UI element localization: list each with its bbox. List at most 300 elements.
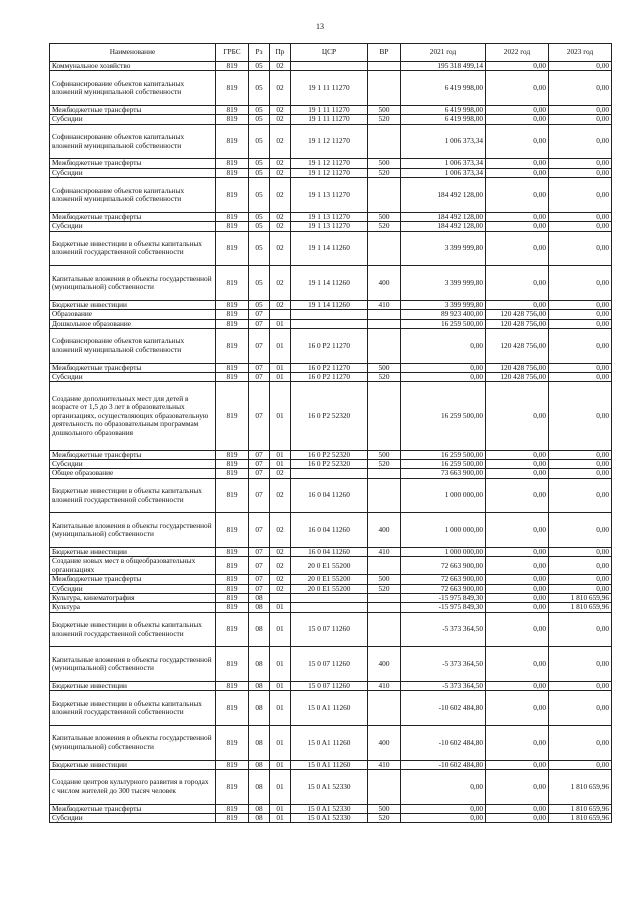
cell-csr: 19 1 12 11270 xyxy=(291,168,368,177)
cell-grbs: 819 xyxy=(216,450,249,459)
cell-2021: 6 419 998,00 xyxy=(401,106,486,115)
cell-grbs: 819 xyxy=(216,310,249,319)
cell-2021: -5 373 364,50 xyxy=(401,682,486,691)
cell-2022: 120 428 756,00 xyxy=(486,373,549,382)
cell-2022: 0,00 xyxy=(486,603,549,612)
cell-2021: 1 006 373,34 xyxy=(401,168,486,177)
cell-name: Межбюджетные трансферты xyxy=(50,575,216,584)
cell-2023: 0,00 xyxy=(549,478,612,513)
cell-vr: 520 xyxy=(368,373,401,382)
table-row xyxy=(50,319,612,328)
cell-pr: 02 xyxy=(270,575,291,584)
cell-pr: 01 xyxy=(270,804,291,813)
cell-2021: 184 492 128,00 xyxy=(401,212,486,221)
cell-rz: 08 xyxy=(249,814,270,823)
cell-grbs: 819 xyxy=(216,212,249,221)
cell-csr: 15 0 A1 52330 xyxy=(291,804,368,813)
cell-2023: 0,00 xyxy=(549,319,612,328)
cell-vr xyxy=(368,478,401,513)
cell-grbs: 819 xyxy=(216,106,249,115)
cell-2021: 0,00 xyxy=(401,804,486,813)
cell-rz: 05 xyxy=(249,62,270,71)
cell-2022: 0,00 xyxy=(486,178,549,213)
cell-csr: 15 0 07 11260 xyxy=(291,682,368,691)
cell-vr xyxy=(368,124,401,159)
cell-vr: 520 xyxy=(368,115,401,124)
cell-2023: 0,00 xyxy=(549,168,612,177)
cell-2023: 0,00 xyxy=(549,647,612,682)
cell-vr: 410 xyxy=(368,548,401,557)
cell-grbs: 819 xyxy=(216,682,249,691)
cell-2023: 0,00 xyxy=(549,222,612,231)
cell-rz: 07 xyxy=(249,450,270,459)
table-row xyxy=(50,124,612,159)
cell-2021: 1 000 000,00 xyxy=(401,513,486,548)
cell-2021: -5 373 364,50 xyxy=(401,647,486,682)
cell-2022: 0,00 xyxy=(486,760,549,769)
cell-rz: 05 xyxy=(249,71,270,106)
cell-pr: 01 xyxy=(270,691,291,726)
cell-2022: 0,00 xyxy=(486,222,549,231)
cell-2022: 0,00 xyxy=(486,71,549,106)
cell-csr: 20 0 E1 55200 xyxy=(291,557,368,575)
cell-rz: 07 xyxy=(249,319,270,328)
header-2022: 2022 год xyxy=(486,44,549,62)
cell-name: Межбюджетные трансферты xyxy=(50,363,216,372)
cell-2022: 0,00 xyxy=(486,266,549,301)
table-row xyxy=(50,760,612,769)
cell-pr: 02 xyxy=(270,62,291,71)
cell-grbs: 819 xyxy=(216,460,249,469)
cell-2023: 0,00 xyxy=(549,760,612,769)
cell-2023: 0,00 xyxy=(549,231,612,266)
cell-2022: 120 428 756,00 xyxy=(486,319,549,328)
budget-table xyxy=(49,43,612,823)
cell-rz: 05 xyxy=(249,266,270,301)
cell-grbs: 819 xyxy=(216,557,249,575)
cell-2023: 0,00 xyxy=(549,450,612,459)
cell-grbs: 819 xyxy=(216,478,249,513)
cell-rz: 08 xyxy=(249,612,270,647)
table-row xyxy=(50,804,612,813)
cell-2022: 0,00 xyxy=(486,594,549,603)
cell-rz: 07 xyxy=(249,478,270,513)
cell-2022: 0,00 xyxy=(486,382,549,450)
cell-2022: 0,00 xyxy=(486,814,549,823)
cell-name: Бюджетные инвестиции в объекты капитальных вложений государственной собственности xyxy=(50,691,216,726)
cell-pr: 02 xyxy=(270,115,291,124)
cell-csr: 16 0 P2 52320 xyxy=(291,450,368,459)
cell-grbs: 819 xyxy=(216,726,249,761)
cell-2022: 0,00 xyxy=(486,106,549,115)
cell-pr: 01 xyxy=(270,319,291,328)
cell-name: Субсидии xyxy=(50,814,216,823)
cell-vr: 400 xyxy=(368,513,401,548)
cell-2023: 0,00 xyxy=(549,212,612,221)
cell-2022: 120 428 756,00 xyxy=(486,363,549,372)
table-row xyxy=(50,603,612,612)
cell-pr: 02 xyxy=(270,584,291,593)
cell-pr: 01 xyxy=(270,603,291,612)
table-row xyxy=(50,62,612,71)
cell-pr: 02 xyxy=(270,513,291,548)
cell-csr: 19 1 11 11270 xyxy=(291,115,368,124)
table-row xyxy=(50,178,612,213)
cell-name: Бюджетные инвестиции xyxy=(50,760,216,769)
cell-vr xyxy=(368,469,401,478)
cell-2021: 3 399 999,80 xyxy=(401,266,486,301)
cell-grbs: 819 xyxy=(216,575,249,584)
cell-rz: 08 xyxy=(249,682,270,691)
cell-name: Культура, кинематография xyxy=(50,594,216,603)
table-row xyxy=(50,363,612,372)
cell-csr: 19 1 14 11260 xyxy=(291,266,368,301)
cell-2023: 0,00 xyxy=(549,106,612,115)
cell-csr: 19 1 13 11270 xyxy=(291,212,368,221)
cell-2021: 1 006 373,34 xyxy=(401,159,486,168)
cell-pr: 01 xyxy=(270,647,291,682)
table-row xyxy=(50,612,612,647)
cell-csr: 15 0 A1 52330 xyxy=(291,770,368,805)
cell-rz: 05 xyxy=(249,124,270,159)
header-2021: 2021 год xyxy=(401,44,486,62)
cell-csr xyxy=(291,62,368,71)
cell-2021: -10 602 484,80 xyxy=(401,760,486,769)
cell-2023: 1 810 659,96 xyxy=(549,814,612,823)
cell-name: Межбюджетные трансферты xyxy=(50,212,216,221)
cell-csr: 15 0 07 11260 xyxy=(291,647,368,682)
cell-grbs: 819 xyxy=(216,647,249,682)
cell-2023: 0,00 xyxy=(549,373,612,382)
table-row xyxy=(50,300,612,309)
cell-name: Коммунальное хозяйство xyxy=(50,62,216,71)
cell-vr: 520 xyxy=(368,168,401,177)
cell-name: Софинансирование объектов капитальных вложений муниципальной собственности xyxy=(50,124,216,159)
cell-2023: 0,00 xyxy=(549,300,612,309)
header-vr: ВР xyxy=(368,44,401,62)
cell-grbs: 819 xyxy=(216,115,249,124)
cell-vr xyxy=(368,178,401,213)
cell-vr: 520 xyxy=(368,814,401,823)
cell-pr: 02 xyxy=(270,548,291,557)
cell-pr: 01 xyxy=(270,760,291,769)
cell-2023: 0,00 xyxy=(549,115,612,124)
cell-2022: 0,00 xyxy=(486,159,549,168)
cell-2021: 0,00 xyxy=(401,373,486,382)
cell-grbs: 819 xyxy=(216,178,249,213)
cell-2022: 0,00 xyxy=(486,300,549,309)
cell-csr: 19 1 11 11270 xyxy=(291,71,368,106)
cell-rz: 08 xyxy=(249,770,270,805)
cell-2022: 0,00 xyxy=(486,62,549,71)
cell-vr xyxy=(368,231,401,266)
cell-2023: 0,00 xyxy=(549,575,612,584)
cell-vr: 500 xyxy=(368,159,401,168)
cell-2023: 0,00 xyxy=(549,584,612,593)
table-row xyxy=(50,478,612,513)
cell-csr: 16 0 P2 52320 xyxy=(291,382,368,450)
cell-name: Субсидии xyxy=(50,373,216,382)
cell-name: Софинансирование объектов капитальных вложений муниципальной собственности xyxy=(50,178,216,213)
cell-2021: 16 259 500,00 xyxy=(401,319,486,328)
cell-rz: 05 xyxy=(249,222,270,231)
cell-vr: 520 xyxy=(368,222,401,231)
cell-csr: 16 0 P2 52320 xyxy=(291,460,368,469)
cell-name: Создание дополнительных мест для детей в возрасте от 1,5 до 3 лет в образовательных организациях, осуществляющих образовательную деятельность по образовательным программам дошкольного образования xyxy=(50,382,216,450)
cell-2023: 0,00 xyxy=(549,382,612,450)
table-row xyxy=(50,168,612,177)
cell-pr: 01 xyxy=(270,460,291,469)
cell-pr: 01 xyxy=(270,329,291,364)
cell-2023: 0,00 xyxy=(549,310,612,319)
cell-rz: 08 xyxy=(249,647,270,682)
table-row xyxy=(50,231,612,266)
cell-pr: 01 xyxy=(270,382,291,450)
header-csr: ЦСР xyxy=(291,44,368,62)
cell-2022: 0,00 xyxy=(486,584,549,593)
cell-2022: 0,00 xyxy=(486,647,549,682)
cell-vr: 500 xyxy=(368,106,401,115)
table-row xyxy=(50,159,612,168)
cell-grbs: 819 xyxy=(216,363,249,372)
cell-rz: 07 xyxy=(249,513,270,548)
cell-rz: 05 xyxy=(249,178,270,213)
cell-2023: 0,00 xyxy=(549,124,612,159)
cell-vr xyxy=(368,310,401,319)
cell-csr: 15 0 A1 11260 xyxy=(291,726,368,761)
cell-2021: 72 663 900,00 xyxy=(401,575,486,584)
cell-vr: 400 xyxy=(368,647,401,682)
cell-name: Бюджетные инвестиции xyxy=(50,682,216,691)
cell-2021: 1 006 373,34 xyxy=(401,124,486,159)
cell-csr xyxy=(291,319,368,328)
cell-2023: 1 810 659,96 xyxy=(549,603,612,612)
cell-2021: 6 419 998,00 xyxy=(401,71,486,106)
cell-2023: 0,00 xyxy=(549,62,612,71)
cell-2023: 1 810 659,96 xyxy=(549,770,612,805)
cell-rz: 07 xyxy=(249,460,270,469)
cell-csr: 20 0 E1 55200 xyxy=(291,575,368,584)
cell-pr: 02 xyxy=(270,159,291,168)
cell-csr: 16 0 P2 11270 xyxy=(291,329,368,364)
cell-rz: 05 xyxy=(249,300,270,309)
cell-2023: 0,00 xyxy=(549,266,612,301)
cell-rz: 07 xyxy=(249,548,270,557)
cell-2022: 0,00 xyxy=(486,682,549,691)
cell-2022: 0,00 xyxy=(486,478,549,513)
cell-2021: 89 923 400,00 xyxy=(401,310,486,319)
cell-rz: 07 xyxy=(249,557,270,575)
cell-name: Культура xyxy=(50,603,216,612)
cell-2021: -5 373 364,50 xyxy=(401,612,486,647)
cell-rz: 08 xyxy=(249,760,270,769)
cell-2022: 0,00 xyxy=(486,770,549,805)
cell-grbs: 819 xyxy=(216,603,249,612)
table-row xyxy=(50,115,612,124)
cell-vr: 500 xyxy=(368,212,401,221)
table-row xyxy=(50,513,612,548)
cell-2022: 0,00 xyxy=(486,460,549,469)
cell-pr: 02 xyxy=(270,168,291,177)
cell-2023: 0,00 xyxy=(549,557,612,575)
table-row xyxy=(50,460,612,469)
cell-pr: 02 xyxy=(270,266,291,301)
cell-name: Межбюджетные трансферты xyxy=(50,804,216,813)
cell-2022: 0,00 xyxy=(486,612,549,647)
cell-csr: 15 0 A1 11260 xyxy=(291,691,368,726)
cell-2023: 0,00 xyxy=(549,691,612,726)
table-row xyxy=(50,310,612,319)
table-row xyxy=(50,682,612,691)
cell-grbs: 819 xyxy=(216,300,249,309)
cell-pr: 01 xyxy=(270,682,291,691)
cell-grbs: 819 xyxy=(216,319,249,328)
cell-2021: 184 492 128,00 xyxy=(401,222,486,231)
cell-grbs: 819 xyxy=(216,760,249,769)
cell-vr: 410 xyxy=(368,760,401,769)
cell-rz: 05 xyxy=(249,212,270,221)
cell-rz: 05 xyxy=(249,231,270,266)
cell-2021: 73 663 900,00 xyxy=(401,469,486,478)
cell-grbs: 819 xyxy=(216,222,249,231)
cell-pr: 01 xyxy=(270,814,291,823)
cell-name: Софинансирование объектов капитальных вложений муниципальной собственности xyxy=(50,329,216,364)
cell-vr: 520 xyxy=(368,460,401,469)
cell-grbs: 819 xyxy=(216,513,249,548)
table-row xyxy=(50,266,612,301)
cell-2022: 0,00 xyxy=(486,513,549,548)
cell-grbs: 819 xyxy=(216,159,249,168)
table-row xyxy=(50,770,612,805)
cell-2022: 0,00 xyxy=(486,168,549,177)
cell-2021: 0,00 xyxy=(401,770,486,805)
cell-name: Бюджетные инвестиции в объекты капитальных вложений государственной собственности xyxy=(50,231,216,266)
table-row xyxy=(50,594,612,603)
cell-2021: 16 259 500,00 xyxy=(401,450,486,459)
cell-2023: 0,00 xyxy=(549,548,612,557)
cell-2023: 0,00 xyxy=(549,71,612,106)
table-row xyxy=(50,329,612,364)
cell-rz: 05 xyxy=(249,168,270,177)
header-pr: Пр xyxy=(270,44,291,62)
cell-2021: 0,00 xyxy=(401,363,486,372)
cell-pr: 02 xyxy=(270,231,291,266)
cell-rz: 08 xyxy=(249,603,270,612)
cell-2022: 0,00 xyxy=(486,557,549,575)
cell-name: Бюджетные инвестиции в объекты капитальных вложений государственной собственности xyxy=(50,612,216,647)
cell-vr: 400 xyxy=(368,726,401,761)
cell-vr xyxy=(368,612,401,647)
cell-grbs: 819 xyxy=(216,814,249,823)
cell-pr: 02 xyxy=(270,124,291,159)
cell-csr: 16 0 04 11260 xyxy=(291,513,368,548)
cell-pr: 01 xyxy=(270,770,291,805)
table-header-row xyxy=(50,44,612,62)
cell-pr: 01 xyxy=(270,373,291,382)
cell-2021: 0,00 xyxy=(401,814,486,823)
cell-vr xyxy=(368,594,401,603)
cell-name: Межбюджетные трансферты xyxy=(50,450,216,459)
cell-vr: 500 xyxy=(368,804,401,813)
cell-name: Капитальные вложения в объекты государственной (муниципальной) собственности xyxy=(50,266,216,301)
table-row xyxy=(50,584,612,593)
cell-2023: 0,00 xyxy=(549,726,612,761)
cell-2023: 0,00 xyxy=(549,460,612,469)
table-row xyxy=(50,647,612,682)
cell-2022: 0,00 xyxy=(486,691,549,726)
cell-vr xyxy=(368,770,401,805)
cell-csr xyxy=(291,469,368,478)
cell-csr: 19 1 14 11260 xyxy=(291,300,368,309)
cell-csr: 19 1 12 11270 xyxy=(291,159,368,168)
cell-grbs: 819 xyxy=(216,373,249,382)
cell-name: Бюджетные инвестиции xyxy=(50,300,216,309)
cell-rz: 08 xyxy=(249,594,270,603)
cell-rz: 07 xyxy=(249,329,270,364)
cell-2022: 0,00 xyxy=(486,212,549,221)
cell-name: Капитальные вложения в объекты государственной (муниципальной) собственности xyxy=(50,647,216,682)
cell-2023: 1 810 659,96 xyxy=(549,804,612,813)
cell-csr: 16 0 P2 11270 xyxy=(291,373,368,382)
cell-pr: 01 xyxy=(270,612,291,647)
cell-csr: 19 1 13 11270 xyxy=(291,222,368,231)
cell-grbs: 819 xyxy=(216,71,249,106)
table-row xyxy=(50,548,612,557)
cell-grbs: 819 xyxy=(216,770,249,805)
cell-2023: 0,00 xyxy=(549,178,612,213)
cell-2021: 1 000 000,00 xyxy=(401,548,486,557)
table-row xyxy=(50,106,612,115)
cell-name: Создание новых мест в общеобразовательных организациях xyxy=(50,557,216,575)
cell-csr: 16 0 04 11260 xyxy=(291,478,368,513)
cell-grbs: 819 xyxy=(216,548,249,557)
cell-vr: 410 xyxy=(368,300,401,309)
cell-vr xyxy=(368,71,401,106)
cell-2023: 0,00 xyxy=(549,329,612,364)
cell-vr: 400 xyxy=(368,266,401,301)
table-row xyxy=(50,212,612,221)
cell-grbs: 819 xyxy=(216,584,249,593)
cell-name: Общее образование xyxy=(50,469,216,478)
cell-vr xyxy=(368,382,401,450)
cell-csr: 15 0 07 11260 xyxy=(291,612,368,647)
cell-2023: 0,00 xyxy=(549,363,612,372)
cell-rz: 07 xyxy=(249,310,270,319)
cell-vr xyxy=(368,603,401,612)
cell-pr xyxy=(270,310,291,319)
cell-2021: -15 975 849,30 xyxy=(401,603,486,612)
cell-2021: 16 259 500,00 xyxy=(401,382,486,450)
cell-name: Субсидии xyxy=(50,584,216,593)
cell-2022: 0,00 xyxy=(486,450,549,459)
cell-name: Субсидии xyxy=(50,460,216,469)
cell-pr xyxy=(270,594,291,603)
cell-pr: 02 xyxy=(270,71,291,106)
cell-grbs: 819 xyxy=(216,382,249,450)
cell-2021: -10 602 484,80 xyxy=(401,726,486,761)
cell-2022: 0,00 xyxy=(486,726,549,761)
cell-pr: 02 xyxy=(270,222,291,231)
cell-pr: 02 xyxy=(270,469,291,478)
cell-grbs: 819 xyxy=(216,469,249,478)
cell-vr xyxy=(368,62,401,71)
cell-2023: 0,00 xyxy=(549,159,612,168)
table-row xyxy=(50,726,612,761)
cell-csr xyxy=(291,310,368,319)
cell-2021: 3 399 999,80 xyxy=(401,231,486,266)
cell-2021: 72 663 900,00 xyxy=(401,584,486,593)
cell-rz: 07 xyxy=(249,584,270,593)
